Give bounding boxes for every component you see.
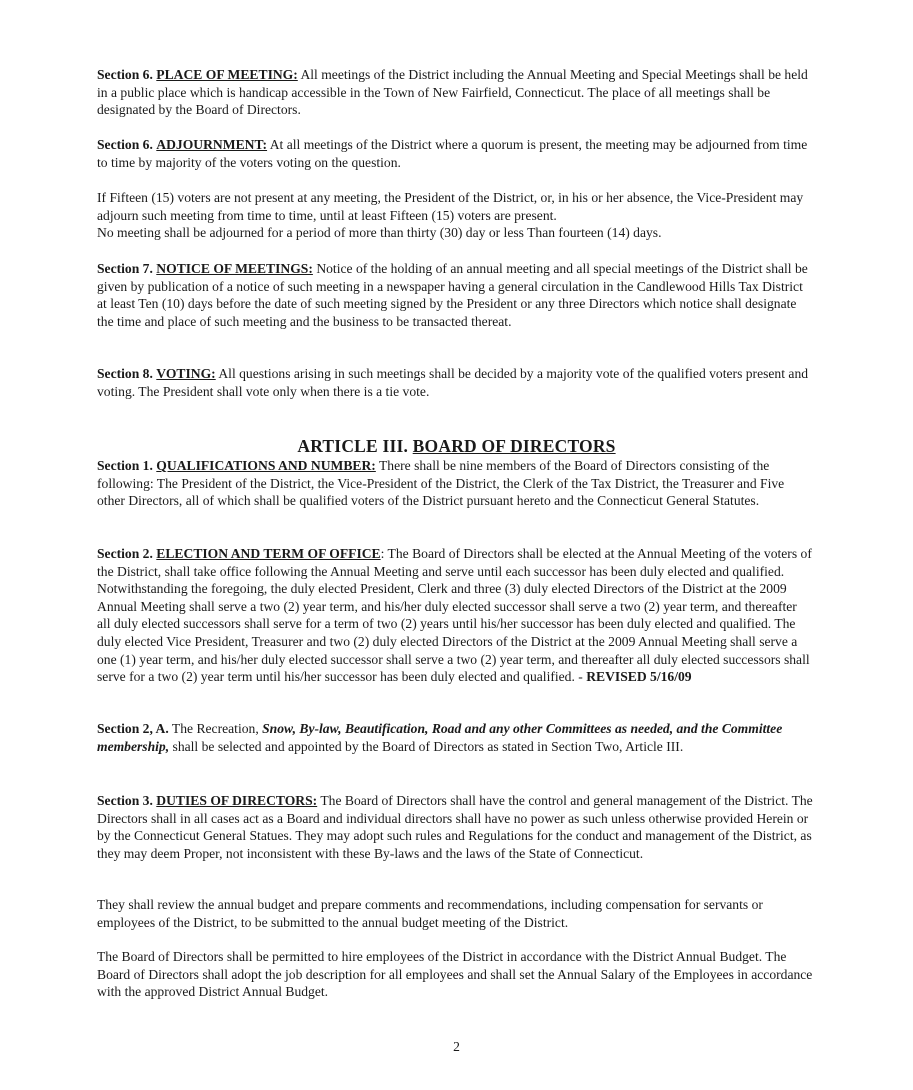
section-heading: ELECTION AND TERM OF OFFICE	[156, 546, 381, 561]
section-label: Section 3.	[97, 793, 153, 808]
section-place-of-meeting	[97, 66, 813, 119]
section-text: The Board of Directors shall have the control and general management of the District. The Directors shall in all cases act as a Board and individual directors shall have no power as such unless otherwise provided Herein or by the Connecticut General Statues. They may adopt such rules and Regulations for the conduct and management of the District, as they may deem Proper, not inconsistent with these By-laws and the laws of the State of Connecticut.	[97, 793, 813, 861]
section-duties-of-directors	[97, 792, 813, 862]
section-label: Section 2.	[97, 546, 153, 561]
section-text: All meetings of the District including the Annual Meeting and Special Meetings shall be held in a public place which is handicap accessible in the Town of New Fairfield, Connecticut. The place of all meetings shall be designated by the Board of Directors.	[97, 67, 808, 118]
section-heading: QUALIFICATIONS AND NUMBER:	[156, 458, 376, 473]
article-heading: BOARD OF DIRECTORS	[412, 436, 616, 456]
section-heading: VOTING:	[156, 366, 216, 381]
paragraph	[97, 66, 813, 119]
page-number: 2	[453, 1039, 460, 1054]
duties-budget-paragraph	[97, 896, 813, 931]
section-heading: NOTICE OF MEETINGS:	[156, 261, 313, 276]
section-text: At all meetings of the District where a quorum is present, the meeting may be adjourned from time to time by majority of the voters voting on the question.	[97, 137, 808, 170]
section-heading: DUTIES OF DIRECTORS:	[156, 793, 318, 808]
section-text: Notice of the holding of an annual meeting and all special meetings of the District shall be given by publication of a notice of such meeting in a newspaper having a general circulation in the Candlewood Hills Tax District at least Ten (10) days before the date of such meeting signed by the President or any three Directors which notice shall designate the time and place of such meeting and the business to be transacted thereat.	[97, 261, 808, 329]
paragraph	[97, 260, 813, 330]
paragraph	[97, 545, 813, 686]
committee-list: Snow, By-law, Beautification, Road and any other Committees as needed, and the Committee membership,	[97, 721, 783, 754]
section-text: The Recreation,	[171, 721, 259, 736]
section-committees	[97, 720, 813, 755]
section-notice-of-meetings	[97, 260, 813, 330]
section-label: Section 8.	[97, 366, 153, 381]
duties-employees-paragraph	[97, 948, 813, 1001]
paragraph	[97, 792, 813, 862]
section-label: Section 6.	[97, 137, 153, 152]
paragraph	[97, 457, 813, 510]
revised-note: REVISED 5/16/09	[586, 669, 692, 685]
paragraph	[97, 365, 813, 400]
section-label: Section 7.	[97, 261, 153, 276]
article-prefix: ARTICLE III.	[297, 436, 409, 456]
section-adjournment	[97, 136, 813, 171]
section-text: There shall be nine members of the Board of Directors consisting of the following: The President of the District, the Vice-President of the District, the Clerk of the Tax District, the Treasurer and Five other Directors, all of which shall be qualified voters of the District pursuant hereto and the Connecticut General Statutes.	[97, 458, 785, 509]
section-text: All questions arising in such meetings shall be decided by a majority vote of the qualified voters present and voting. The President shall vote only when there is a tie vote.	[97, 366, 809, 399]
adjournment-quorum-paragraph	[97, 189, 813, 242]
article-title	[0, 436, 913, 456]
paragraph: If Fifteen (15) voters are not present at any meeting, the President of the District, or, in his or her absence, the Vice-President may adjourn such meeting from time to time, until at least Fifteen (15) voters are present.	[97, 190, 804, 223]
section-qualifications	[97, 457, 813, 510]
paragraph	[97, 720, 813, 755]
section-text: : The Board of Directors shall be elected at the Annual Meeting of the voters of the District, shall take office following the Annual Meeting and serve until each successor has been duly elected and qualified. Notwithstanding the foregoing, the duly elected President, Clerk and three (3) duly elected Directors of the District at the 2009 Annual Meeting shall serve a two (2) year term, and his/her duly elected successor shall serve a two (2) year term, and thereafter all duly elected successors shall serve for a term of two (2) years until his/her successor has been duly elected and qualified. The duly elected Vice President, Treasurer and two (2) duly elected Directors of the District at the 2009 Annual Meeting shall serve a one (1) year term, and his/her duly elected successor shall serve a two (2) year term, and thereafter all duly elected successors shall serve for a two (2) year term until his/her successor has been duly elected and qualified. -	[97, 546, 812, 685]
section-text: shall be selected and appointed by the Board of Directors as stated in Section Two, Article III.	[172, 738, 684, 754]
section-label: Section 2, A.	[97, 721, 169, 736]
section-heading: PLACE OF MEETING:	[156, 67, 298, 82]
paragraph: No meeting shall be adjourned for a period of more than thirty (30) day or less Than fourteen (14) days.	[97, 225, 662, 241]
section-voting	[97, 365, 813, 400]
section-label: Section 6.	[97, 67, 153, 82]
section-election-and-term	[97, 545, 813, 686]
paragraph: The Board of Directors shall be permitted to hire employees of the District in accordance with the District Annual Budget. The Board of Directors shall adopt the job description for all employees and shall set the Annual Salary of the Employees in accordance with the approved District Annual Budget.	[97, 949, 813, 1000]
paragraph: They shall review the annual budget and prepare comments and recommendations, including compensation for servants or employees of the District, to be submitted to the annual budget meeting of the District.	[97, 897, 763, 930]
section-heading: ADJOURNMENT:	[156, 137, 268, 152]
paragraph	[97, 136, 813, 171]
section-label: Section 1.	[97, 458, 153, 473]
